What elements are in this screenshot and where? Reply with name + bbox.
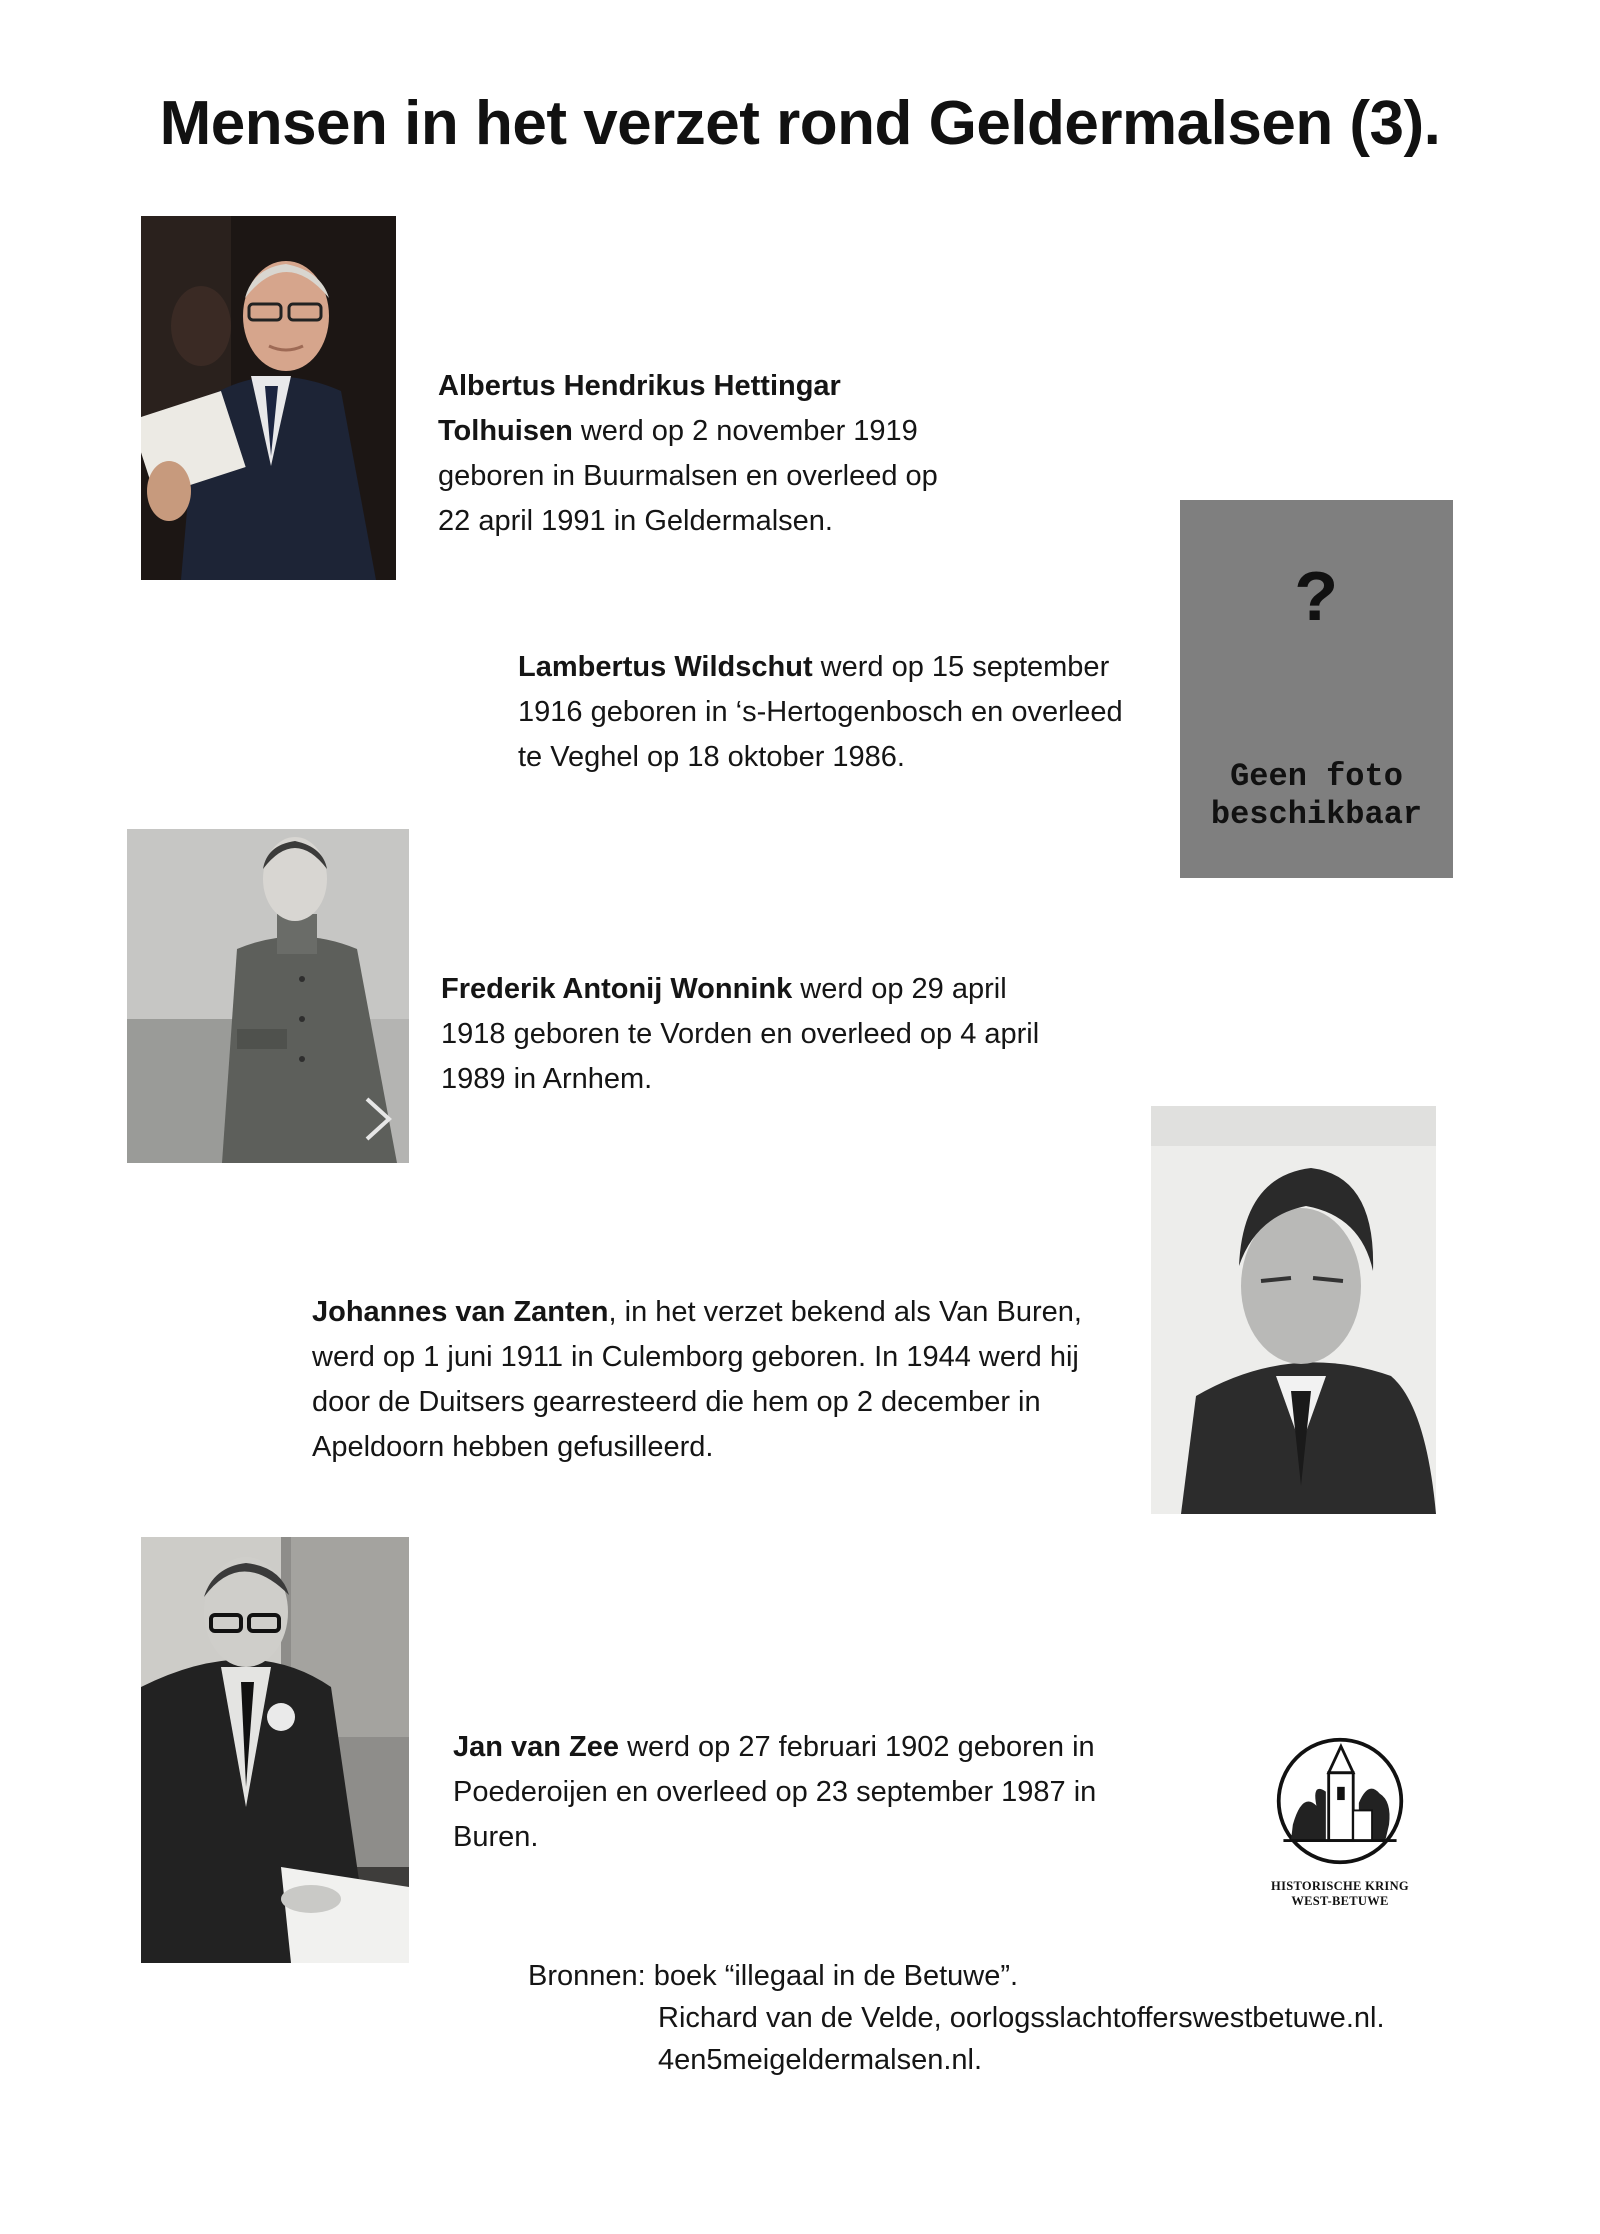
logo-caption-line2: WEST-BETUWE: [1291, 1894, 1389, 1908]
bio-wonnink: [441, 967, 1039, 1102]
question-mark-icon: ?: [1294, 560, 1339, 642]
photo-van-zanten: [1151, 1106, 1436, 1514]
person-name: Lambertus Wildschut: [518, 651, 813, 683]
bio-van-zee: [453, 1725, 1096, 1860]
bio-text: 1916 geboren in ‘s-Hertogenbosch en overleed: [518, 696, 1123, 728]
source-item: Richard van de Velde, oorlogsslachtofferswestbetuwe.nl.: [658, 2002, 1385, 2034]
person-name: Frederik Antonij Wonnink: [441, 973, 793, 1005]
bio-text: door de Duitsers gearresteerd die hem op 2 december in: [312, 1386, 1041, 1418]
bio-wildschut: [518, 645, 1123, 780]
bio-text: werd op 2 november 1919: [572, 415, 918, 447]
bio-van-zanten: [312, 1290, 1082, 1470]
photo-placeholder-wildschut: [1180, 500, 1453, 878]
photo-van-zee: [141, 1537, 409, 1963]
bio-text: 22 april 1991 in Geldermalsen.: [438, 505, 833, 537]
photo-wonnink: [127, 829, 409, 1163]
sources-label: Bronnen:: [528, 1960, 646, 1992]
bio-text: te Veghel op 18 oktober 1986.: [518, 741, 905, 773]
person-name: Johannes van Zanten: [312, 1296, 609, 1328]
bio-hettingar-tolhuisen: [438, 364, 938, 544]
sources-block: [528, 1955, 1385, 2081]
person-name: Albertus Hendrikus Hettingar: [438, 370, 841, 402]
bio-text: , in het verzet bekend als Van Buren,: [608, 1296, 1082, 1328]
bio-text: Apeldoorn hebben gefusilleerd.: [312, 1431, 714, 1463]
photo-hettingar-tolhuisen: [141, 216, 396, 580]
bio-text: 1989 in Arnhem.: [441, 1063, 653, 1095]
page-title: Mensen in het verzet rond Geldermalsen (3).: [159, 89, 1441, 158]
bio-text: werd op 27 februari 1902 geboren in: [619, 1731, 1095, 1763]
bio-text: werd op 1 juni 1911 in Culemborg geboren. In 1944 werd hij: [312, 1341, 1079, 1373]
bio-text: Poederoijen en overleed op 23 september 1987 in: [453, 1776, 1097, 1808]
source-item: 4en5meigeldermalsen.nl.: [658, 2044, 983, 2076]
bio-text: 1918 geboren te Vorden en overleed op 4 april: [441, 1018, 1040, 1050]
historische-kring-logo: [1255, 1735, 1425, 1909]
church-seal-icon: [1274, 1735, 1406, 1867]
placeholder-text: Geen foto: [1230, 758, 1403, 795]
source-item: boek “illegaal in de Betuwe”.: [645, 1960, 1019, 1992]
bio-text: werd op 29 april: [792, 973, 1007, 1005]
bio-text: geboren in Buurmalsen en overleed op: [438, 460, 938, 492]
person-name: Jan van Zee: [453, 1731, 620, 1763]
person-name: Tolhuisen: [438, 415, 573, 447]
bio-text: Buren.: [453, 1821, 539, 1853]
bio-text: werd op 15 september: [812, 651, 1110, 683]
logo-caption-line1: HISTORISCHE KRING: [1271, 1879, 1409, 1893]
placeholder-text: beschikbaar: [1210, 796, 1423, 833]
